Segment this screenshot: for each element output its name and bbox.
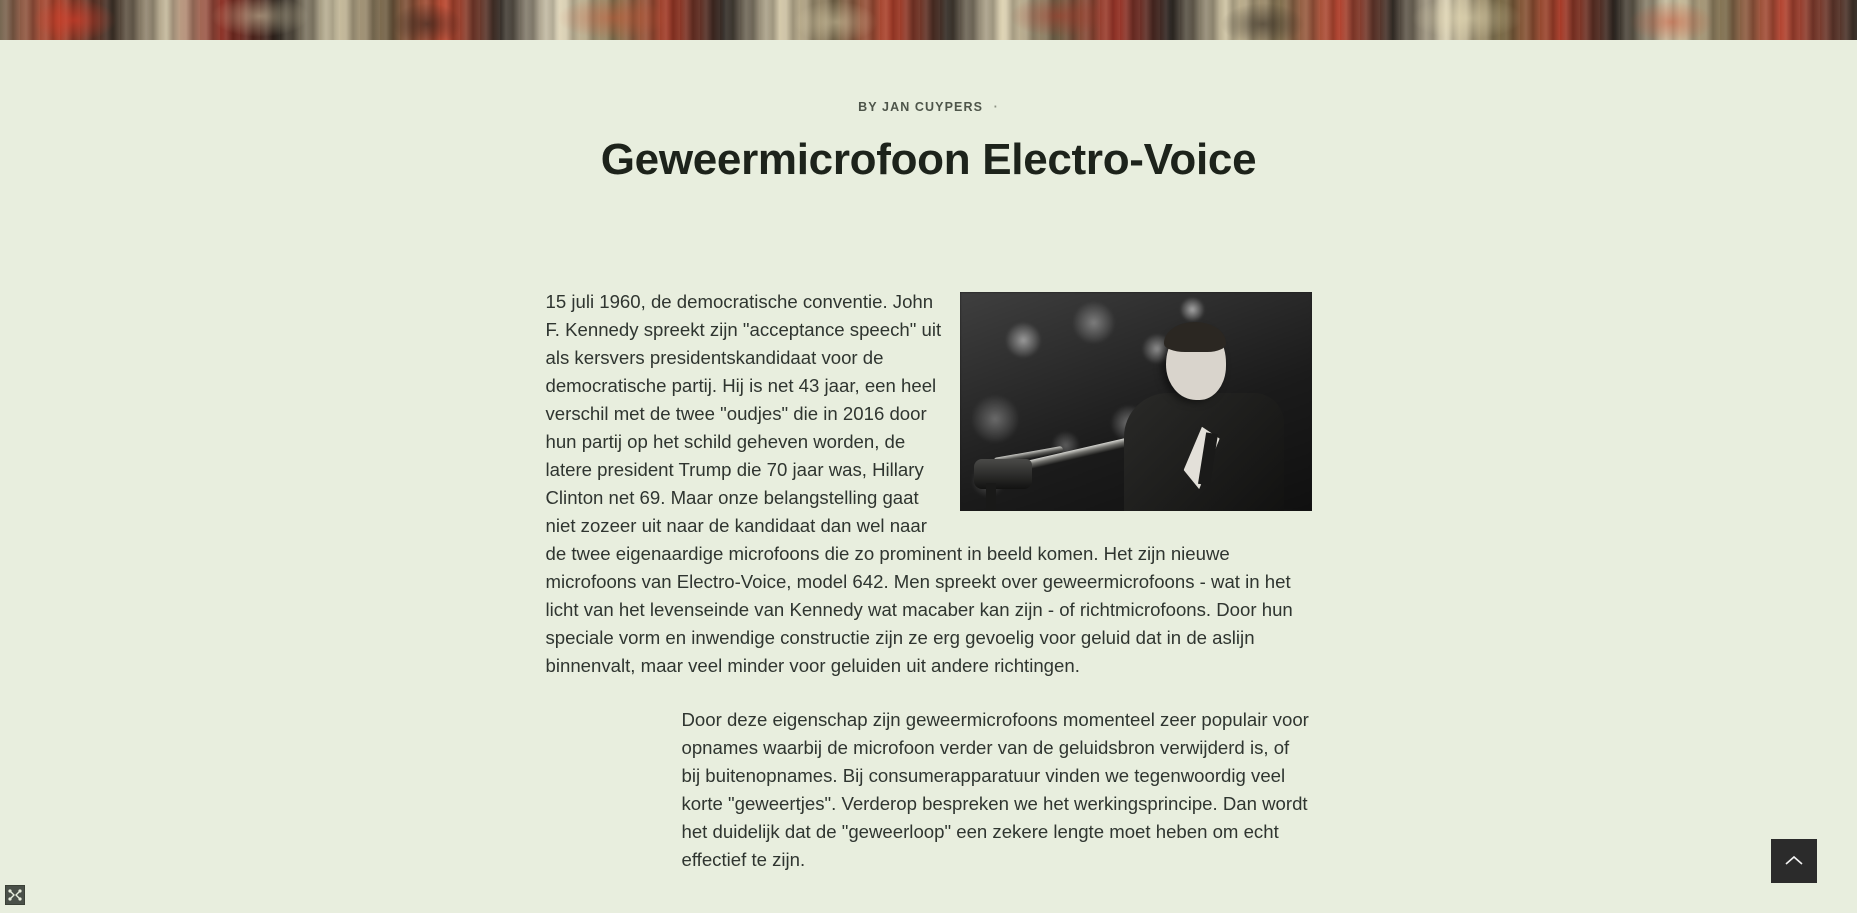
byline-prefix: BY xyxy=(858,100,878,114)
article-paragraph-2: Door deze eigenschap zijn geweermicrofoons momenteel zeer populair voor opnames waarbij de microfoon verder van de geluidsbron verwijderd is, of bij buitenopnames. Bij consumerapparatuur vinden we tegenwoordig veel korte "geweertjes". Verderop bespreken we het werkingsprincipe. Dan wordt het duidelijk dat de "geweerloop" een zekere lengte moet heben om echt effectief te zijn. xyxy=(681,708,1309,870)
back-to-top-button[interactable] xyxy=(1771,839,1817,883)
page-title: Geweermicrofoon Electro-Voice xyxy=(600,135,1257,184)
photo-strip-bokeh xyxy=(0,0,1857,40)
byline-author[interactable]: JAN CUYPERS xyxy=(882,100,984,114)
page-content xyxy=(0,40,1857,913)
microphone-stand xyxy=(986,483,996,511)
byline-separator: · xyxy=(993,100,999,114)
article-body xyxy=(546,288,1312,874)
shotgun-mic-body xyxy=(974,459,1032,489)
byline xyxy=(0,100,1857,114)
article-image-jfk xyxy=(960,292,1312,511)
chevron-up-icon xyxy=(1784,854,1804,868)
article-paragraph-1: 15 juli 1960, de democratische conventie. John F. Kennedy spreekt zijn "acceptance speech" uit als kersvers presidentskandidaat voor de democratische partij. Hij is net 43 jaar, een heel verschil met de twee "oudjes" die in 2016 door hun partij op het schild geheven worden, de latere president Trump die 70 jaar was, Hillary Clinton net 69. Maar onze belangstelling gaat niet zozeer uit naar de kandidaat dan wel naar de twee eigenaardige microfoons die zo prominent in beeld komen. Het zijn nieuwe microfoons van Electro-Voice, model 642. Men spreekt over geweermicrofoons - wat in het licht van het levenseinde van Kennedy wat macaber kan zijn - of richtmicrofoons. Door hun speciale vorm en inwendige constructie zijn ze erg gevoelig voor geluid dat in de aslijn binnenvalt, maar veel minder voor geluiden uit andere richtingen. xyxy=(545,290,1293,676)
joomla-logo-icon[interactable] xyxy=(5,885,25,905)
header-photo-strip xyxy=(0,0,1857,40)
